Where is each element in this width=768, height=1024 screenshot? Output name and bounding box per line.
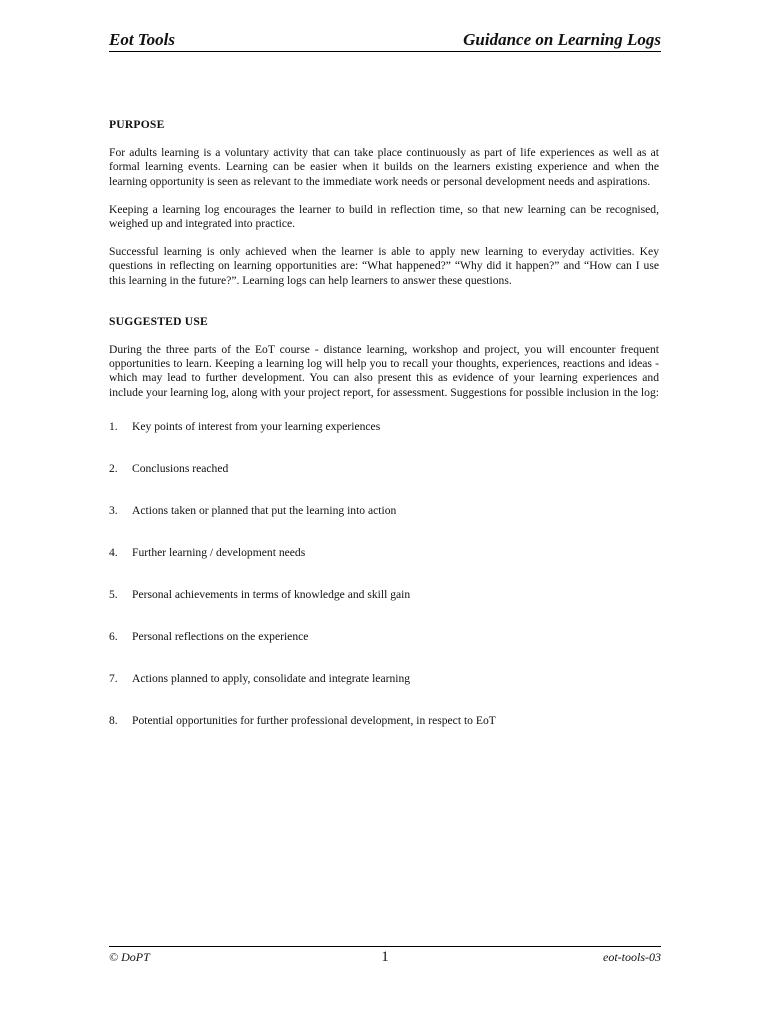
list-item-text: Actions planned to apply, consolidate and integrate learning [132, 671, 411, 685]
footer-document-id: eot-tools-03 [603, 950, 661, 964]
list-item-text: Further learning / development needs [132, 545, 306, 559]
purpose-paragraph-3: Successful learning is only achieved when the learner is able to apply new learning to everyday activities. Key questions in reflecting on learning opportunities are: “What happened?” “Why did it happen?” and “How can I use this learning in the future?”. Learning logs can help learners to answer these questions. [109, 245, 659, 287]
list-item-text: Actions taken or planned that put the learning into action [132, 503, 397, 517]
suggested-use-paragraph: During the three parts of the EoT course - distance learning, workshop and project, you will encounter frequent opportunities to learn. Keeping a learning log will help you to recall your thoughts, experiences, reactions and ideas - which may lead to further development. You can also present this as evidence of your learning experiences and include your learning log, along with your project report, for assessment. Suggestions for possible inclusion in the log: [109, 343, 659, 399]
page-header [109, 26, 661, 52]
header-title-left: Eot Tools [109, 30, 175, 49]
list-item-number: 4. [109, 545, 118, 559]
list-item [109, 420, 659, 434]
list-item-number: 1. [109, 419, 118, 433]
page-number: 1 [381, 949, 389, 965]
suggestions-list [109, 420, 659, 728]
list-item-text: Personal achievements in terms of knowledge and skill gain [132, 587, 411, 601]
list-item [109, 588, 659, 602]
list-item-number: 8. [109, 713, 118, 727]
list-item-number: 3. [109, 503, 118, 517]
list-item [109, 546, 659, 560]
list-item [109, 714, 659, 728]
list-item-number: 5. [109, 587, 118, 601]
list-item-text: Potential opportunities for further professional development, in respect to EoT [132, 713, 496, 727]
list-item-text: Key points of interest from your learning experiences [132, 419, 381, 433]
list-item-number: 7. [109, 671, 118, 685]
header-title-right: Guidance on Learning Logs [463, 30, 661, 49]
page-content [109, 118, 659, 756]
list-item-text: Conclusions reached [132, 461, 229, 475]
purpose-paragraph-1: For adults learning is a voluntary activity that can take place continuously as part of life experiences as well as at formal learning events. Learning can be easier when it builds on the learners existing experience and when the learning opportunity is seen as relevant to the immediate work needs or personal development needs and aspirations. [109, 146, 659, 188]
list-item-number: 2. [109, 461, 118, 475]
list-item [109, 630, 659, 644]
list-item [109, 504, 659, 518]
page-footer [109, 946, 661, 965]
footer-copyright: © DoPT [109, 950, 150, 964]
list-item [109, 462, 659, 476]
purpose-paragraph-2: Keeping a learning log encourages the learner to build in reflection time, so that new learning can be recognised, weighed up and integrated into practice. [109, 202, 659, 231]
suggested-use-heading: SUGGESTED USE [109, 314, 208, 328]
list-item-text: Personal reflections on the experience [132, 629, 309, 643]
purpose-heading: PURPOSE [109, 118, 165, 131]
list-item [109, 672, 659, 686]
list-item-number: 6. [109, 629, 118, 643]
